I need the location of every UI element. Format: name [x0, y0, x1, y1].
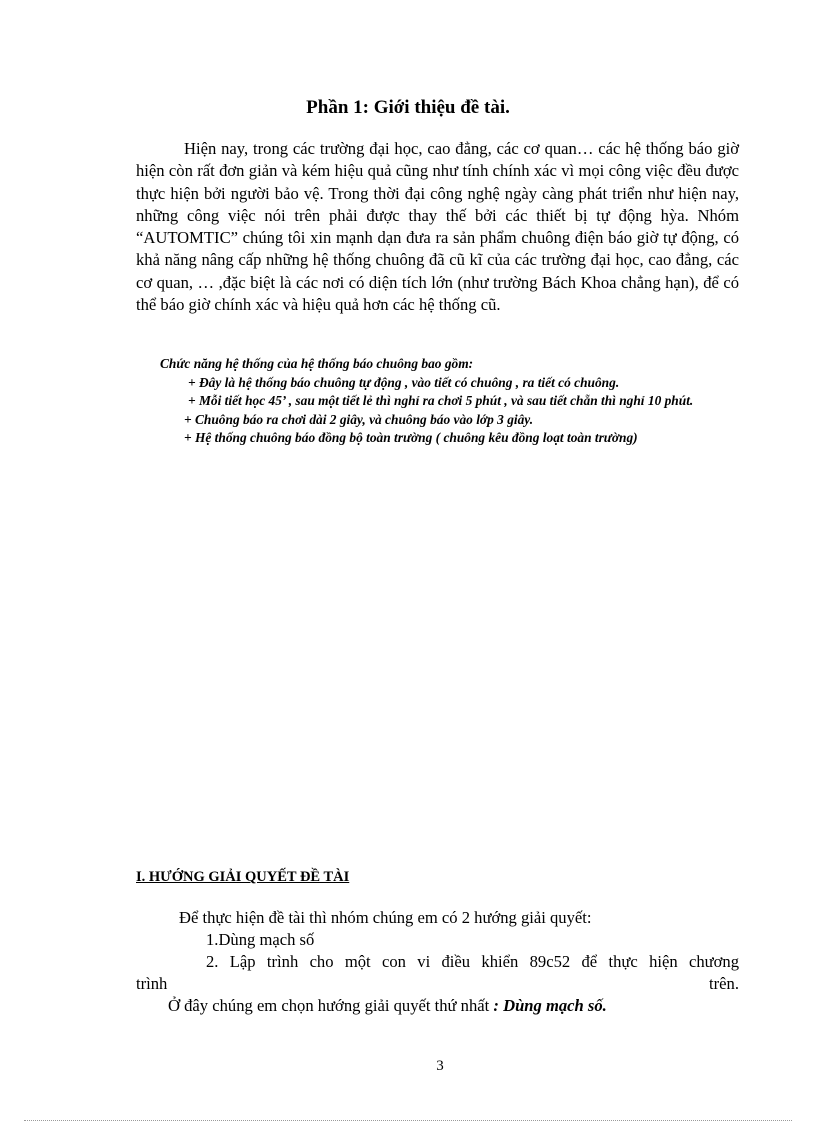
intro-paragraph: Hiện nay, trong các trường đại học, cao đẳng, các cơ quan… các hệ thống báo giờ hiện còn rất đơn giản và kém hiệu quả cũng như tính chính xác vì mọi công việc đều được thực hiện bởi người bảo vệ. Trong thời đại công nghệ ngày càng phát triển như hiện nay, những công việc nói trên phải được thay thế bởi các thiết bị tự động hỳa. Nhóm “AUTOMTIC” chúng tôi xin mạnh dạn đưa ra sản phẩm chuông điện báo giờ tự động, có khả năng nâng cấp những hệ thống chuông đã cũ kĩ của các trường đại học, cao đẳng, các cơ quan, … ,đặc biệt là các nơi có diện tích lớn (như trường Bách Khoa chẳng hạn), để có thể báo giờ chính xác và hiệu quả hơn các hệ thống cũ.: [136, 139, 739, 315]
feature-item: + Đây là hệ thống báo chuông tự động , vào tiết có chuông , ra tiết có chuông.: [188, 374, 620, 390]
footer-divider: [24, 1120, 792, 1121]
chosen-solution-prefix: Ở đây chúng em chọn hướng giải quyết thứ nhất: [168, 996, 490, 1015]
solution-option-2-continued: trình trên.: [136, 974, 739, 993]
features-block: [136, 355, 739, 448]
section-heading: I. HƯỚNG GIẢI QUYẾT ĐỀ TÀI: [136, 869, 350, 885]
page-title: Phần 1: Giới thiệu đề tài.: [306, 97, 510, 118]
chosen-solution: [136, 995, 739, 1017]
solution-option-2: 2. Lập trình cho một con vi điều khiển 89c52 để thực hiện chương: [206, 952, 739, 971]
solution-option-1: 1.Dùng mạch số: [206, 930, 315, 949]
solutions-block: [136, 907, 739, 1017]
feature-item: + Mỗi tiết học 45’ , sau một tiết lẻ thì nghỉ ra chơi 5 phút , và sau tiết chẵn thì nghỉ 10 phút.: [188, 393, 694, 408]
feature-item: + Chuông báo ra chơi dài 2 giây, và chuông báo vào lớp 3 giây.: [184, 411, 534, 427]
page-number: 3: [436, 1058, 444, 1074]
features-heading: Chức năng hệ thống của hệ thống báo chuông bao gồm:: [160, 356, 474, 371]
feature-item: + Hệ thống chuông báo đồng bộ toàn trường ( chuông kêu đồng loạt toàn trường): [184, 430, 638, 445]
chosen-solution-value: : Dùng mạch số.: [493, 996, 607, 1015]
solutions-intro: Để thực hiện đề tài thì nhóm chúng em có 2 hướng giải quyết:: [179, 908, 592, 927]
